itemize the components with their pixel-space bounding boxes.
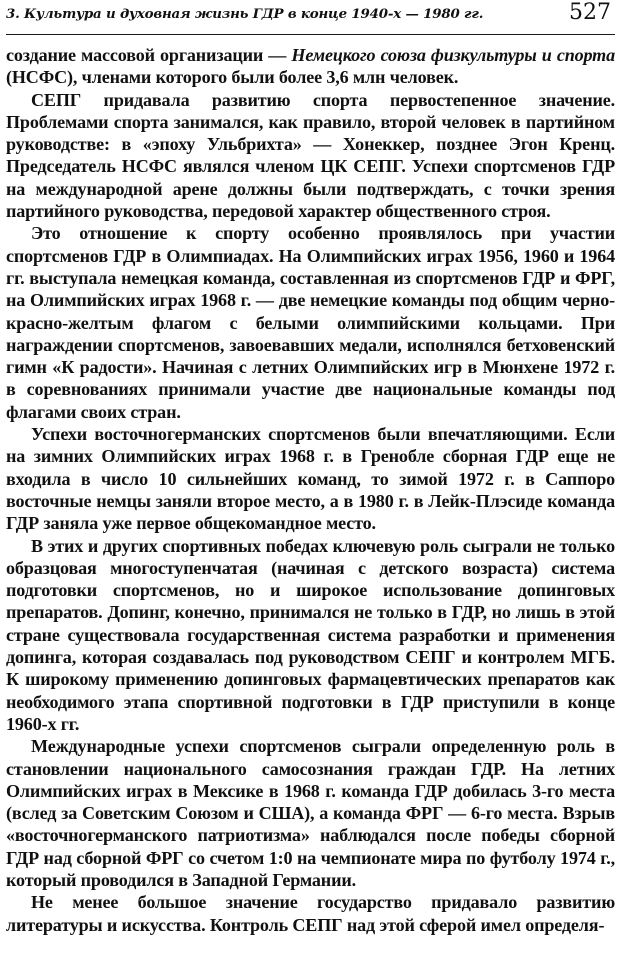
- page-number: 527: [569, 0, 611, 25]
- running-head: [6, 0, 615, 35]
- running-title: 3. Культура и духовная жизнь ГДР в конце 1940-х — 1980 гг.: [6, 6, 484, 22]
- paragraph-text: (НСФС), членами которого были более 3,6 млн человек.: [6, 67, 459, 88]
- paragraph: СЕПГ придавала развитию спорта первостепенное значение. Проблемами спорта занимался, как правило, второй человек в партийном руководстве: в «эпоху Ульбрихта» — Хонеккер, позднее Эгон Кренц. Председатель НСФС являлся членом ЦК СЕПГ. Успехи спортсменов ГДР на международной арене должны были подтверждать, с точки зрения партийного руководства, передовой характер общественного строя.: [6, 89, 615, 222]
- paragraph: Не менее большое значение государство придавало развитию литературы и искусства. Контроль СЕПГ над этой сферой имел определя-: [6, 892, 615, 935]
- body-text: [6, 44, 615, 936]
- paragraph: В этих и других спортивных победах ключевую роль сыграли не только образцовая многоступенчатая (начиная с детского возраста) система подготовки спортсменов, но и широкое использование допинговых препаратов. Допинг, конечно, принимался не только в ГДР, но лишь в этой стране существовала государственная система разработки и применения допинга, которая создавалась под руководством СЕПГ и контролем МГБ. К широкому применению допинговых фармацевтических препаратов как необходимого этапа спортивной подготовки в ГДР приступили в конце 1960-х гг.: [6, 535, 615, 734]
- paragraph: Международные успехи спортсменов сыграли определенную роль в становлении национального самосознания граждан ГДР. На летних Олимпийских играх в Мексике в 1968 г. команда ГДР добилась 3-го места (вслед за Советским Союзом и США), а команда ФРГ — 6-го места. Взрыв «восточногерманского патриотизма» наблюдался после победы сборной ГДР над сборной ФРГ со счетом 1:0 на чемпионате мира по футболу 1974 г., который проводился в Западной Германии.: [6, 736, 615, 890]
- paragraph: Успехи восточногерманских спортсменов были впечатляющими. Если на зимних Олимпийских играх 1968 г. в Гренобле сборная ГДР еще не входила в число 10 сильнейших команд, то зимой 1972 г. в Саппоро восточные немцы заняли второе место, а в 1980 г. в Лейк-Плэсиде команда ГДР заняла уже первое общекомандное место.: [6, 424, 615, 534]
- paragraph-continuation: [6, 44, 615, 89]
- emphasized-org-name: Немецкого союза физкультуры и спорта: [291, 45, 615, 65]
- paragraph: Это отношение к спорту особенно проявлялось при участии спортсменов ГДР в Олимпиадах. На Олимпийских играх 1956, 1960 и 1964 гг. выступала немецкая команда, составленная из спортсменов ГДР и ФРГ, на Олимпийских играх 1968 г. — две немецкие команды под общим черно-красно-желтым флагом с белыми олимпийскими кольцами. При награждении спортсменов, завоевавших медали, исполнялся бетховенский гимн «К радости». Начиная с летних Олимпийских игр в Мюнхене 1972 г. в соревнованиях принимали участие две национальные команды под флагами своих стран.: [6, 223, 615, 422]
- paragraph-text: создание массовой организации —: [6, 45, 292, 65]
